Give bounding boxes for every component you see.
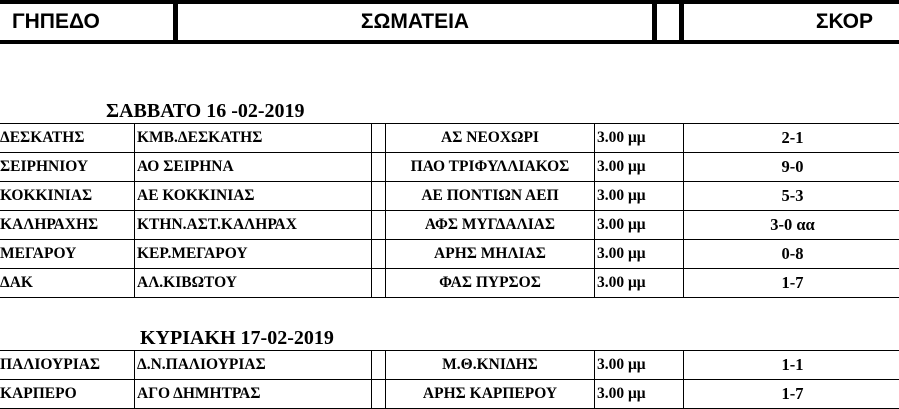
table-row [0,269,899,297]
venue-cell: ΚΑΛΗΡΑΧΗΣ [0,216,99,233]
away-team-cell: ΦΑΣ ΠΥΡΣΟΣ [439,274,541,291]
home-team-cell: ΚΤΗΝ.ΑΣΤ.ΚΑΛΗΡΑΧ [137,216,297,233]
header-bottom-border [0,40,899,44]
score-cell: 5-3 [781,186,804,205]
saturday-fixtures-table [0,123,899,298]
score-cell: 1-7 [781,384,804,403]
header-divider [652,0,657,44]
away-team-cell: ΠΑΟ ΤΡΙΦΥΛΛΙΑΚΟΣ [410,158,570,175]
kickoff-time-cell: 3.00 μμ [597,274,646,291]
score-cell: 3-0 αα [770,215,815,234]
kickoff-time-cell: 3.00 μμ [597,245,646,262]
table-header [0,0,899,44]
kickoff-time-cell: 3.00 μμ [597,187,646,204]
away-team-cell: ΑΕ ΠΟΝΤΙΩΝ ΑΕΠ [421,187,559,204]
table-row [0,380,899,408]
teams-column-header: ΣΩΜΑΤΕΙΑ [360,10,470,33]
home-team-cell: Δ.Ν.ΠΑΛΙΟΥΡΙΑΣ [137,356,266,373]
sunday-fixtures-table [0,350,899,409]
venue-column-header: ΓΗΠΕΔΟ [12,10,100,33]
home-team-cell: ΚΕΡ.ΜΕΓΑΡΟΥ [137,245,248,262]
home-team-cell: ΑΓΟ ΔΗΜΗΤΡΑΣ [137,385,261,402]
venue-cell: ΚΑΡΠΕΡΟ [0,385,77,402]
score-cell: 0-8 [781,244,804,263]
home-team-cell: ΚΜΒ.ΔΕΣΚΑΤΗΣ [137,129,263,146]
kickoff-time-cell: 3.00 μμ [597,158,646,175]
venue-cell: ΣΕΙΡΗΝΙΟΥ [0,158,89,175]
away-team-cell: ΑΡΗΣ ΜΗΛΙΑΣ [434,245,546,262]
venue-cell: ΔΑΚ [0,274,33,291]
home-team-cell: ΑΟ ΣΕΙΡΗΝΑ [137,158,234,175]
away-team-cell: Μ.Θ.ΚΝΙΔΗΣ [442,356,538,373]
table-row [0,153,899,181]
table-row [0,351,899,379]
venue-cell: ΚΟΚΚΙΝΙΑΣ [0,187,93,204]
kickoff-time-cell: 3.00 μμ [597,129,646,146]
day-heading: ΣΑΒΒΑΤΟ 16 -02-2019 [106,100,305,122]
venue-cell: ΜΕΓΑΡΟΥ [0,245,77,262]
day-heading: ΚΥΡΙΑΚΗ 17-02-2019 [140,327,334,349]
table-row [0,124,899,152]
table-row [0,182,899,210]
row-divider [0,297,899,298]
table-row [0,240,899,268]
home-team-cell: ΑΛ.ΚΙΒΩΤΟΥ [137,274,237,291]
score-cell: 2-1 [781,128,804,147]
venue-cell: ΔΕΣΚΑΤΗΣ [0,129,85,146]
score-cell: 1-7 [781,273,804,292]
table-row [0,211,899,239]
venue-cell: ΠΑΛΙΟΥΡΙΑΣ [0,356,101,373]
away-team-cell: ΑΡΗΣ ΚΑΡΠΕΡΟΥ [422,385,558,402]
score-cell: 9-0 [781,157,804,176]
kickoff-time-cell: 3.00 μμ [597,356,646,373]
away-team-cell: ΑΦΣ ΜΥΓΔΑΛΙΑΣ [424,216,556,233]
home-team-cell: ΑΕ ΚΟΚΚΙΝΙΑΣ [137,187,255,204]
score-column-header: ΣΚΟΡ [815,10,873,33]
away-team-cell: ΑΣ ΝΕΟΧΩΡΙ [441,129,539,146]
kickoff-time-cell: 3.00 μμ [597,385,646,402]
kickoff-time-cell: 3.00 μμ [597,216,646,233]
score-cell: 1-1 [781,355,804,374]
